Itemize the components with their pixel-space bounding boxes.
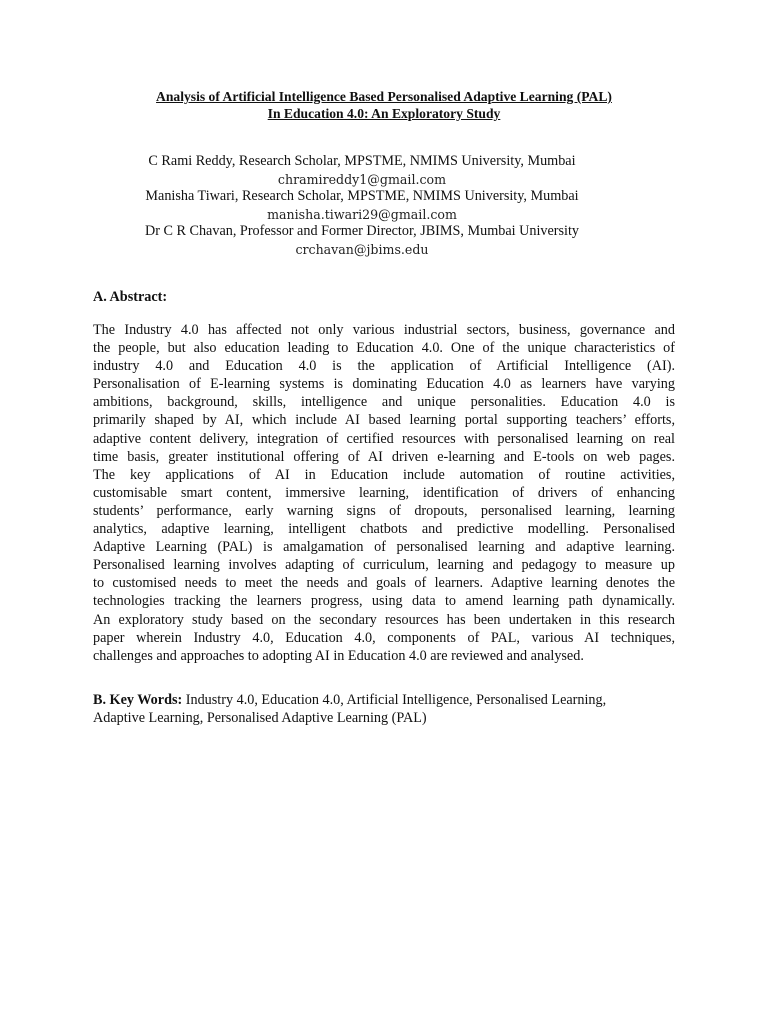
author-email: crchavan@jbims.edu	[295, 241, 429, 257]
author-list	[93, 153, 631, 258]
keywords-line-2: Adaptive Learning, Personalised Adaptive Learning (PAL)	[93, 710, 427, 726]
title-line-1: Analysis of Artificial Intelligence Based Personalised Adaptive Learning (PAL)	[156, 89, 612, 104]
abstract-line: the people, but also education leading to Education 4.0. One of the unique characteristics of	[93, 340, 675, 357]
abstract-line: primarily shaped by AI, which include AI based learning portal supporting teachers’ efforts,	[93, 412, 675, 429]
abstract-line: analytics, adaptive learning, intelligent chatbots and predictive modelling. Personalised	[93, 521, 675, 538]
abstract-line: customisable smart content, immersive learning, identification of drivers of enhancing	[93, 484, 675, 501]
abstract-line: students’ performance, early warning signs of dropouts, personalised learning, learning	[93, 502, 675, 519]
abstract-line: Adaptive Learning (PAL) is amalgamation of personalised learning and adaptive learning.	[93, 539, 675, 556]
abstract-line: Personalised learning involves adapting of curriculum, learning and pedagogy to measure up	[93, 557, 675, 574]
abstract-line: to customised needs to meet the needs and goals of learners. Adaptive learning denotes the	[93, 575, 675, 592]
abstract-line: An exploratory study based on the secondary resources has been undertaken in this research	[93, 611, 675, 628]
abstract-line: adaptive content delivery, integration of certified resources with personalised learning on real	[93, 430, 675, 447]
abstract-body	[93, 321, 675, 665]
author-affiliation: C Rami Reddy, Research Scholar, MPSTME, NMIMS University, Mumbai	[148, 153, 576, 169]
title-line-2: In Education 4.0: An Exploratory Study	[267, 106, 501, 121]
author-email: manisha.tiwari29@gmail.com	[267, 206, 457, 222]
abstract-line: paper wherein Industry 4.0, Education 4.0, components of PAL, various AI techniques,	[93, 629, 675, 646]
keywords-line-1	[93, 691, 675, 709]
keywords-text: Industry 4.0, Education 4.0, Artificial Intelligence, Personalised Learning,	[182, 692, 607, 708]
abstract-line: challenges and approaches to adopting AI in Education 4.0 are reviewed and analysed.	[93, 647, 584, 664]
abstract-line: time basis, greater institutional offering of AI driven e-learning and E-tools on web pages.	[93, 448, 675, 465]
author-email: chramireddy1@gmail.com	[277, 171, 447, 187]
abstract-line: The Industry 4.0 has affected not only various industrial sectors, business, governance and	[93, 322, 675, 338]
keywords-label: B. Key Words:	[93, 692, 183, 708]
keywords-section	[93, 691, 675, 727]
abstract-line: technologies tracking the learners progress, using data to amend learning path dynamically.	[93, 593, 675, 610]
paper-title	[93, 88, 675, 122]
author-affiliation: Dr C R Chavan, Professor and Former Director, JBIMS, Mumbai University	[144, 223, 580, 239]
abstract-line: Personalisation of E-learning systems is dominating Education 4.0 as learners have varying	[93, 376, 675, 393]
abstract-heading: A. Abstract:	[93, 289, 168, 305]
abstract-line: The key applications of AI in Education include automation of routine activities,	[93, 466, 675, 483]
author-affiliation: Manisha Tiwari, Research Scholar, MPSTME, NMIMS University, Mumbai	[145, 188, 579, 204]
abstract-line: industry 4.0 and Education 4.0 is the application of Artificial Intelligence (AI).	[93, 358, 675, 375]
abstract-line: ambitions, background, skills, intelligence and unique personalities. Education 4.0 is	[93, 394, 675, 411]
